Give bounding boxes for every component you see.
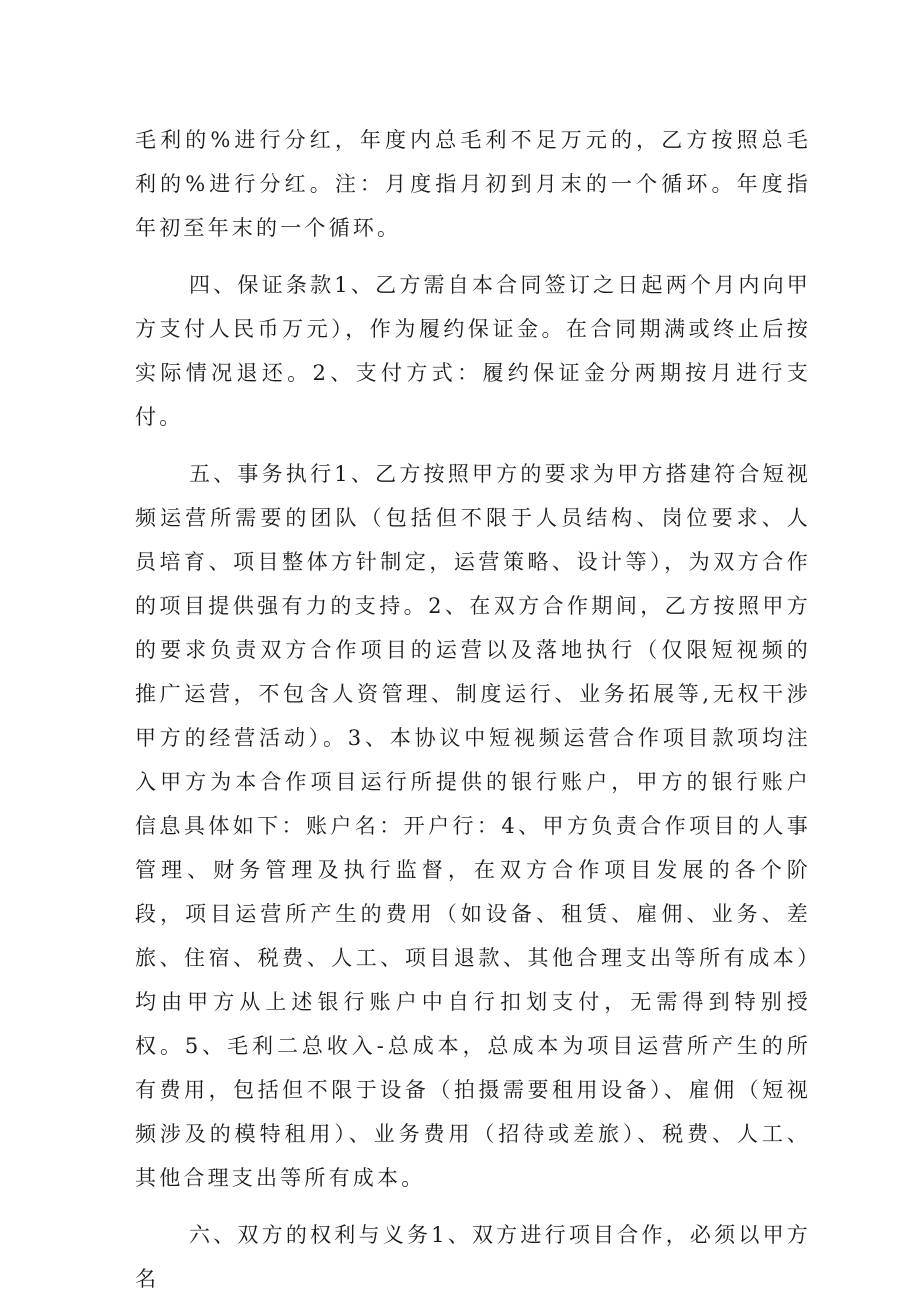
document-body [135, 118, 811, 1314]
paragraph-profit-share: 毛利的%进行分红，年度内总毛利不足万元的，乙方按照总毛利的%进行分红。注：月度指月初到月末的一个循环。年度指年初至年末的一个循环。 [135, 128, 811, 240]
paragraph-guarantee-clause: 四、保证条款1、乙方需自本合同签订之日起两个月内向甲方支付人民币万元），作为履约保证金。在合同期满或终止后按实际情况退还。2、支付方式：履约保证金分两期按月进行支付。 [135, 273, 811, 429]
paragraph-rights-obligations: 六、双方的权利与义务1、双方进行项目合作，必须以甲方名 [135, 1223, 811, 1291]
paragraph-affairs-execution: 五、事务执行1、乙方按照甲方的要求为甲方搭建符合短视频运营所需要的团队（包括但不限于人员结构、岗位要求、人员培育、项目整体方针制定，运营策略、设计等），为双方合作的项目提供强有力的支持。2、在双方合作期间，乙方按照甲方的要求负责双方合作项目的运营以及落地执行（仅限短视频的推广运营，不包含人资管理、制度运行、业务拓展等,无权干涉甲方的经营活动）。3、本协议中短视频运营合作项目款项均注入甲方为本合作项目运行所提供的银行账户，甲方的银行账户信息具体如下：账户名：开户行：4、甲方负责合作项目的人事管理、财务管理及执行监督，在双方合作项目发展的各个阶段，项目运营所产生的费用（如设备、租赁、雇佣、业务、差旅、住宿、税费、人工、项目退款、其他合理支出等所有成本）均由甲方从上述银行账户中自行扣划支付，无需得到特别授权。5、毛利二总收入-总成本，总成本为项目运营所产生的所有费用，包括但不限于设备（拍摄需要租用设备）、雇佣（短视频涉及的模特租用）、业务费用（招待或差旅）、税费、人工、其他合理支出等所有成本。 [135, 462, 811, 1190]
